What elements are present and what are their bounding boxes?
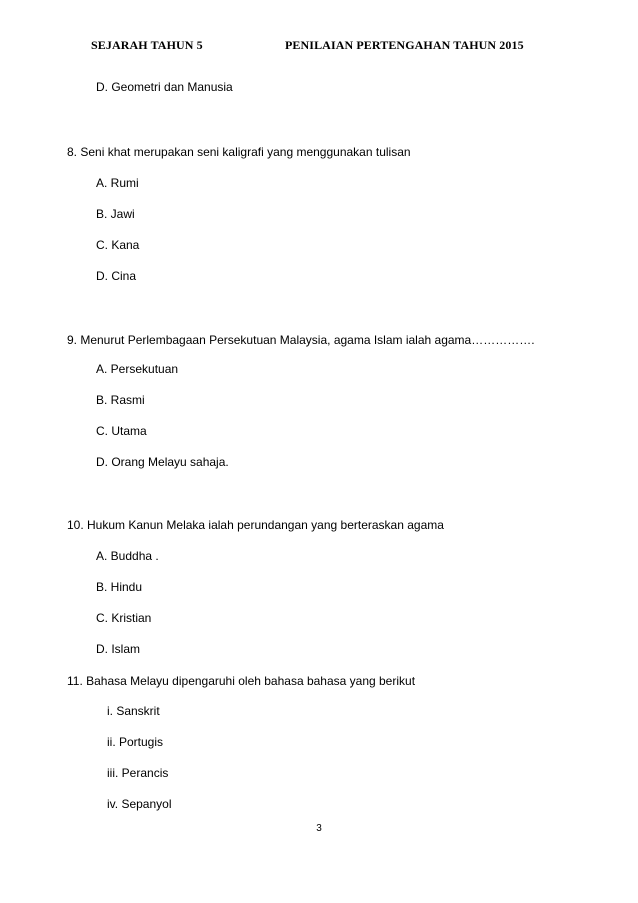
question-11-item-i: i. Sanskrit xyxy=(107,704,160,718)
question-11-stem: 11. Bahasa Melayu dipengaruhi oleh bahasa bahasa yang berikut xyxy=(67,674,416,688)
question-11-item-iii: iii. Perancis xyxy=(107,766,169,780)
page-header-right: PENILAIAN PERTENGAHAN TAHUN 2015 xyxy=(285,38,524,52)
question-8-option-a: A. Rumi xyxy=(96,176,139,190)
question-11-item-iv: iv. Sepanyol xyxy=(107,797,172,811)
question-8-stem: 8. Seni khat merupakan seni kaligrafi yang menggunakan tulisan xyxy=(67,145,411,159)
question-10-option-d: D. Islam xyxy=(96,642,141,656)
question-9-stem: 9. Menurut Perlembagaan Persekutuan Malaysia, agama Islam ialah agama……………. xyxy=(67,333,535,347)
option-d-previous-question: D. Geometri dan Manusia xyxy=(96,80,233,94)
question-10-option-b: B. Hindu xyxy=(96,580,143,594)
question-9-option-c: C. Utama xyxy=(96,424,147,438)
question-11-item-ii: ii. Portugis xyxy=(107,735,164,749)
question-8-option-c: C. Kana xyxy=(96,238,140,252)
question-8-option-b: B. Jawi xyxy=(96,207,135,221)
page-header-left: SEJARAH TAHUN 5 xyxy=(91,38,203,52)
question-10-option-a: A. Buddha . xyxy=(96,549,159,563)
question-9-option-a: A. Persekutuan xyxy=(96,362,179,376)
question-8-option-d: D. Cina xyxy=(96,269,137,283)
question-10-option-c: C. Kristian xyxy=(96,611,152,625)
question-9-option-d: D. Orang Melayu sahaja. xyxy=(96,455,229,469)
page-number: 3 xyxy=(316,823,322,834)
question-10-stem: 10. Hukum Kanun Melaka ialah perundangan yang berteraskan agama xyxy=(67,518,444,532)
question-9-option-b: B. Rasmi xyxy=(96,393,145,407)
